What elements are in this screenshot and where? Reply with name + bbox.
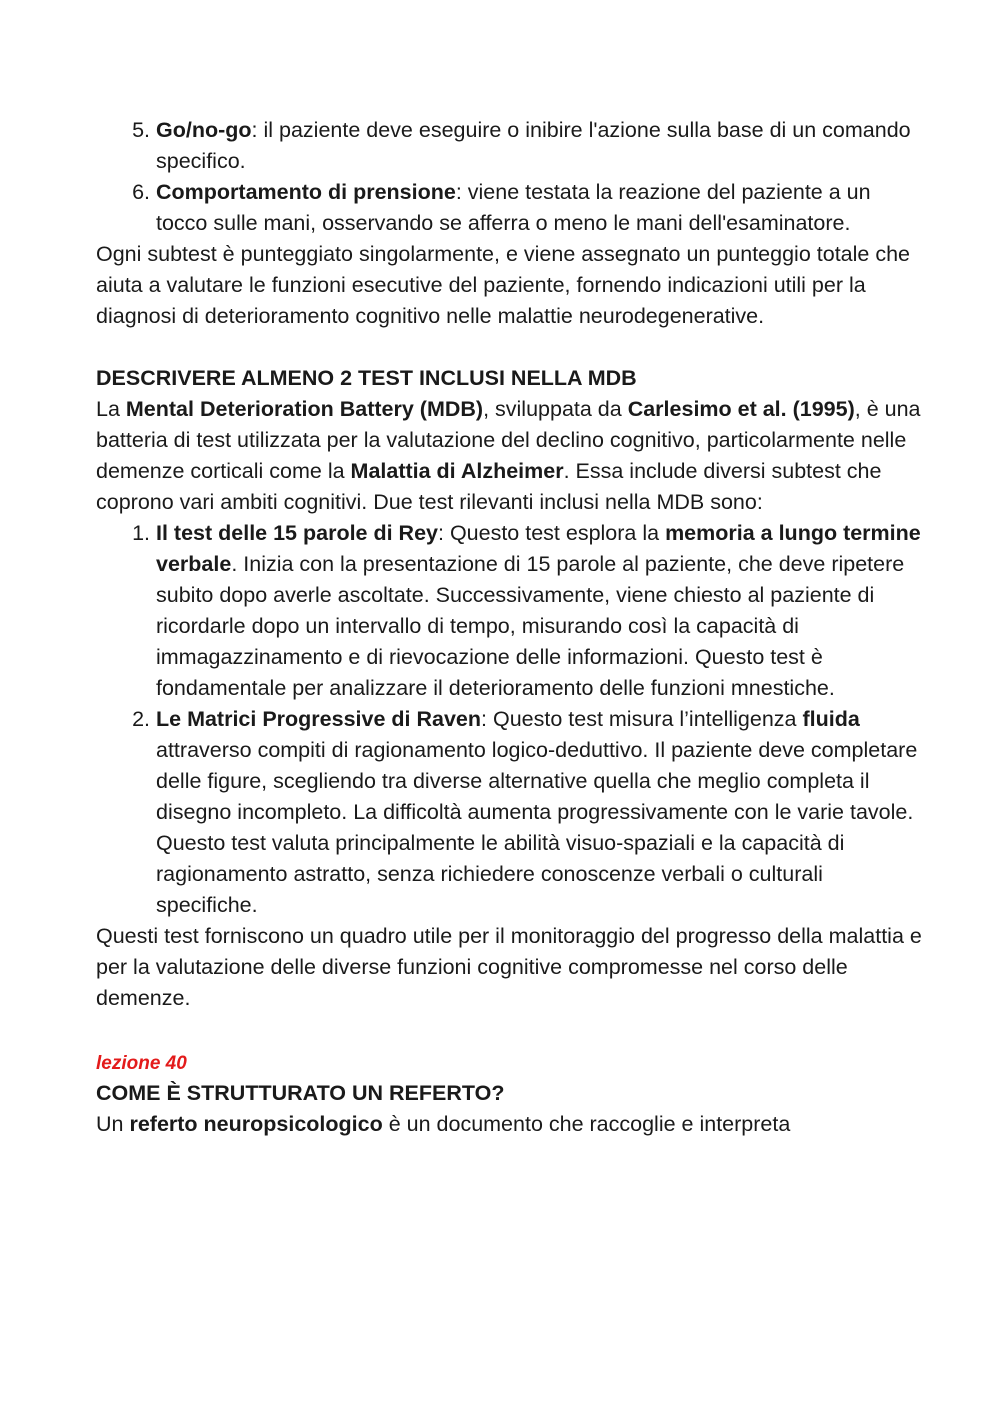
term-bold: Carlesimo et al. (1995): [627, 397, 855, 421]
paragraph-referto: [96, 1109, 926, 1140]
text-run: , è una batteria di test utilizzata per la valutazione del declino cognitivo, particolarmente nelle demenze corticali come la: [96, 397, 921, 483]
term-bold: Le Matrici Progressive di Raven: [156, 707, 482, 731]
blank-line: [96, 1014, 926, 1045]
text-run: , sviluppata da: [483, 397, 628, 421]
list-number: 1.: [132, 521, 150, 545]
term-bold: referto neuropsicologico: [129, 1112, 383, 1136]
list-text: : Questo test esplora la: [438, 521, 666, 545]
list-number: 6.: [132, 180, 150, 204]
list-text: . Inizia con la presentazione di 15 parole al paziente, che deve ripetere subito dopo averle ascoltate. Successivamente, viene chiesto al paziente di ricordarle dopo un intervallo di tempo, misurando così la capacità di immagazzinamento e di rievocazione delle informazioni. Questo test è fondamentale per analizzare il deterioramento delle funzioni mnestiche.: [156, 552, 905, 700]
text-run: La: [96, 397, 126, 421]
text-run: Un: [96, 1112, 130, 1136]
paragraph-conclusion: Questi test forniscono un quadro utile per il monitoraggio del progresso della malattia e per la valutazione delle diverse funzioni cognitive compromesse nel corso delle demenze.: [96, 924, 922, 1010]
term-bold: Mental Deterioration Battery (MDB): [125, 397, 484, 421]
term-bold: memoria a lungo termine verbale: [156, 521, 921, 576]
lesson-label: lezione 40: [96, 1053, 187, 1074]
list-number: 5.: [132, 118, 150, 142]
list-item: [96, 115, 926, 177]
list-text: attraverso compiti di ragionamento logico-deduttivo. Il paziente deve completare delle figure, scegliendo tra diverse alternative quella che meglio completa il disegno incompleto. La difficoltà aumenta progressivamente con le varie tavole. Questo test valuta principalmente le abilità visuo-spaziali e la capacità di ragionamento astratto, senza richiedere conoscenze verbali o culturali specifiche.: [156, 738, 918, 917]
paragraph-mdb-intro: [96, 394, 926, 518]
list-item: [96, 177, 926, 239]
term-bold: Il test delle 15 parole di Rey: [156, 521, 438, 545]
text-run: . Essa include diversi subtest che coprono vari ambiti cognitivi. Due test rilevanti inclusi nella MDB sono:: [96, 459, 882, 514]
term-bold: Go/no-go: [156, 118, 252, 142]
list-text: : viene testata la reazione del paziente a un tocco sulle mani, osservando se afferra o meno le mani dell'esaminatore.: [156, 180, 871, 235]
section-heading-mdb: DESCRIVERE ALMENO 2 TEST INCLUSI NELLA MDB: [96, 366, 637, 390]
list-item: [96, 518, 926, 704]
document-page: [96, 115, 926, 1140]
list-text: : Questo test misura l’intelligenza: [481, 707, 803, 731]
numbered-list-subtests: [96, 115, 926, 239]
term-bold: Malattia di Alzheimer: [350, 459, 564, 483]
term-bold: fluida: [802, 707, 860, 731]
list-number: 2.: [132, 707, 150, 731]
paragraph-scoring: Ogni subtest è punteggiato singolarmente, e viene assegnato un punteggio totale che aiuta a valutare le funzioni esecutive del paziente, fornendo indicazioni utili per la diagnosi di deterioramento cognitivo nelle malattie neurodegenerative.: [96, 242, 910, 328]
numbered-list-mdb-tests: [96, 518, 926, 921]
text-run: è un documento che raccoglie e interpreta: [382, 1112, 791, 1136]
list-text: : il paziente deve eseguire o inibire l'azione sulla base di un comando specifico.: [156, 118, 911, 173]
blank-line: [96, 332, 926, 363]
term-bold: Comportamento di prensione: [156, 180, 456, 204]
list-item: [96, 704, 926, 921]
section-heading-referto: COME È STRUTTURATO UN REFERTO?: [96, 1081, 505, 1105]
